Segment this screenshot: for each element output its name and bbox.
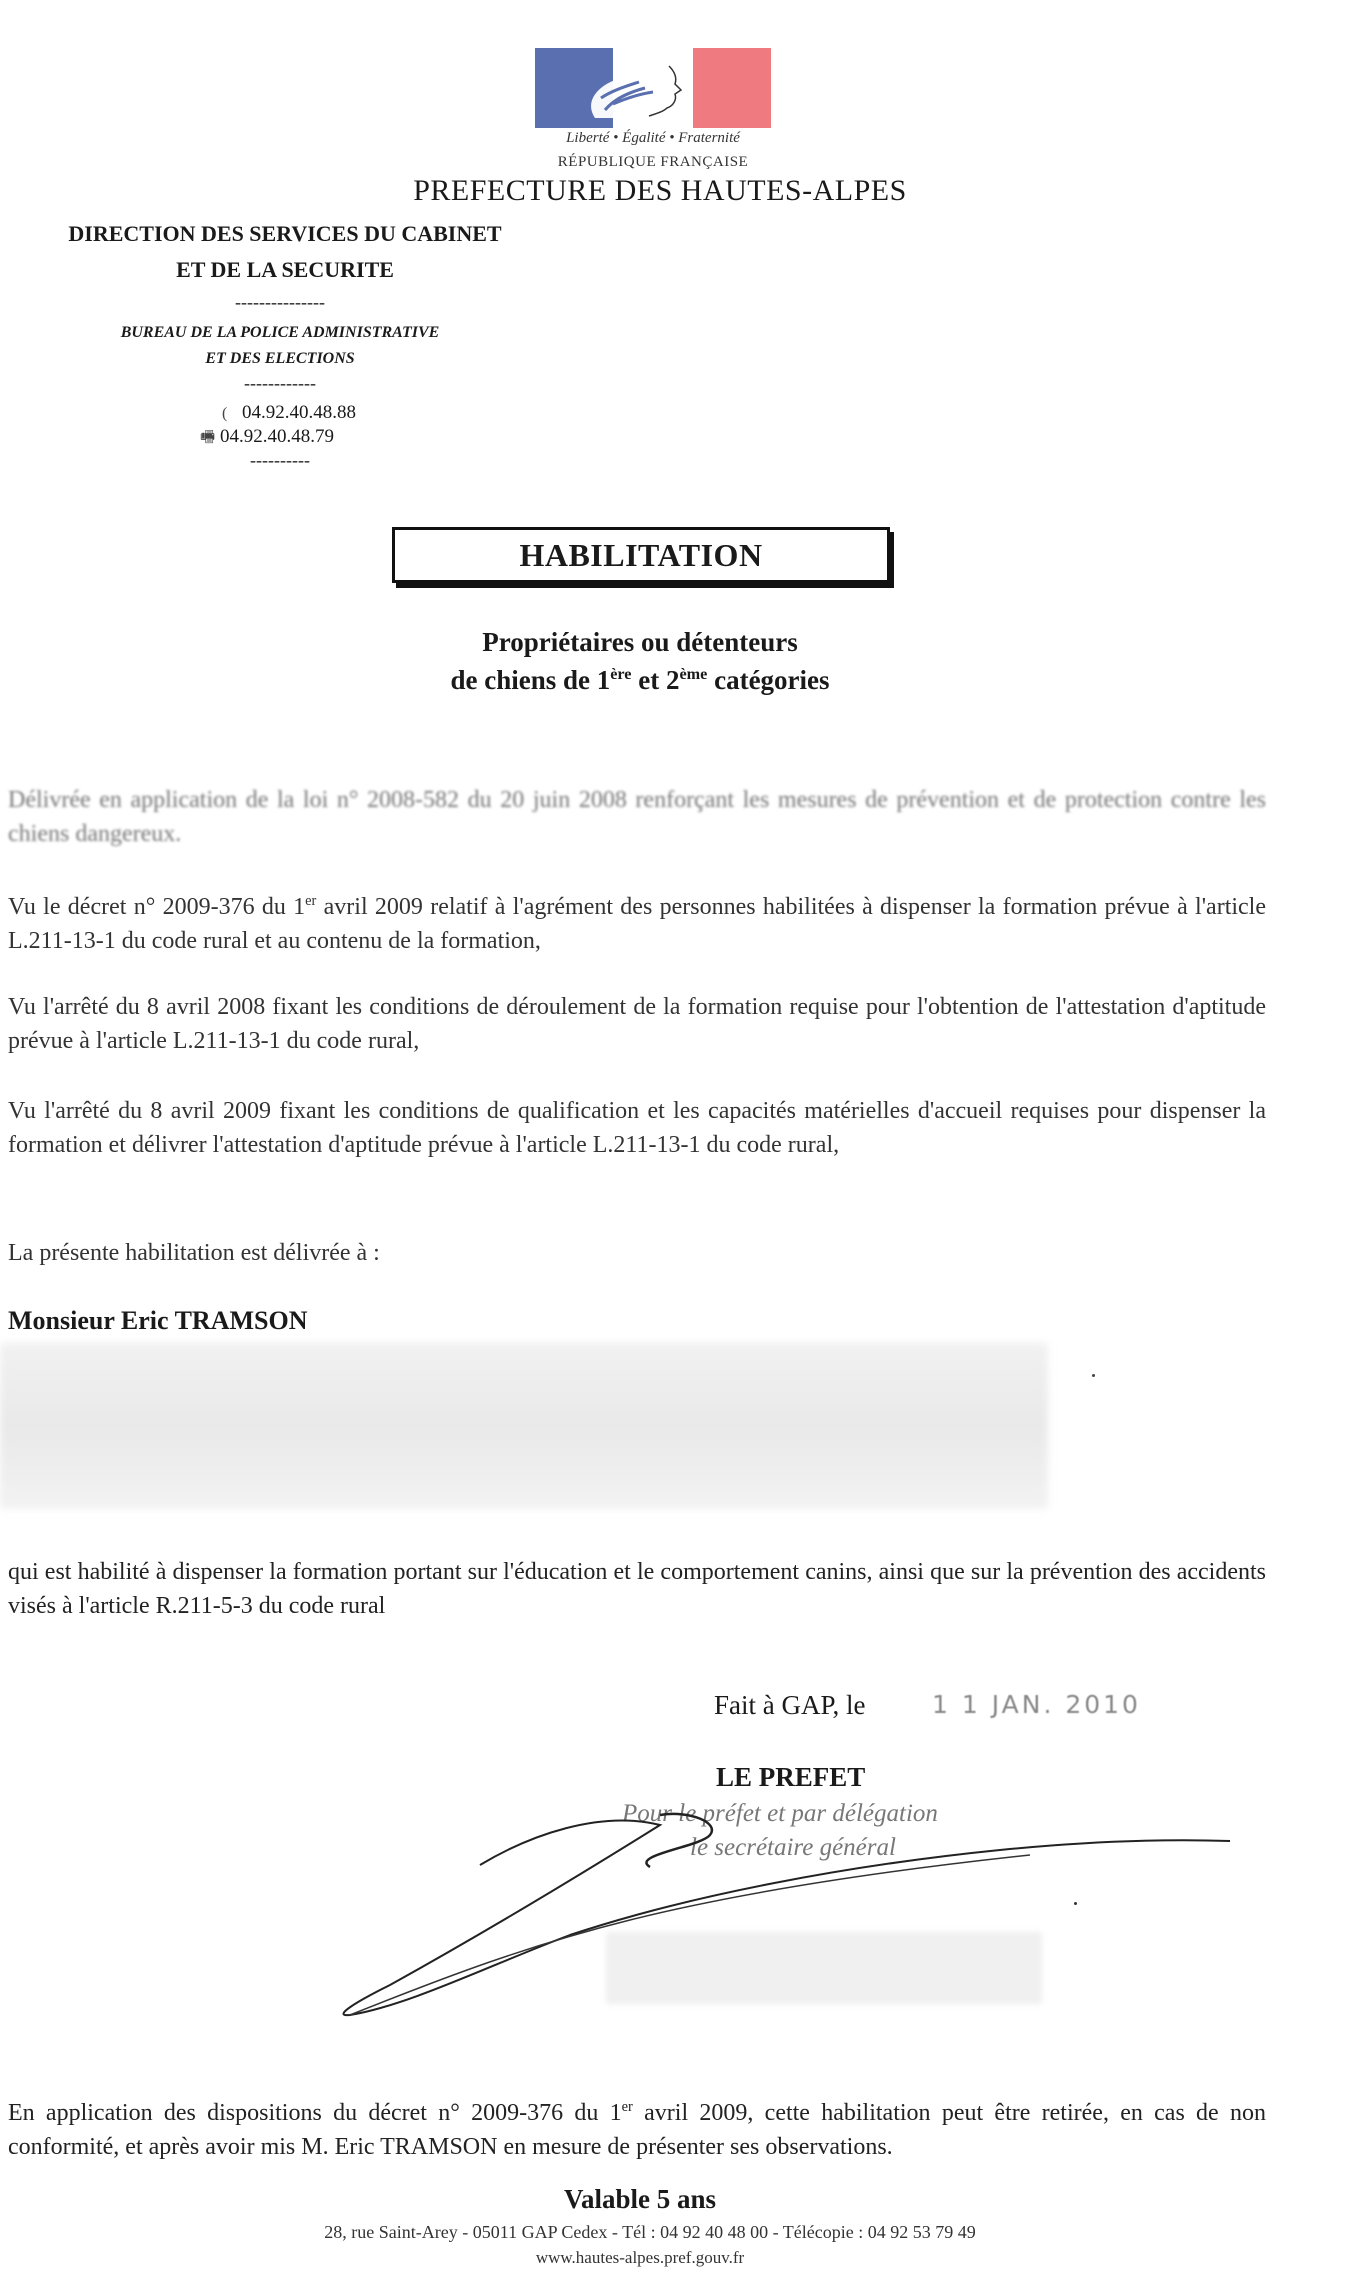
direction-line2: ET DE LA SECURITE: [176, 257, 394, 282]
phone-value: 04.92.40.48.88: [242, 402, 356, 423]
paragraph-decret: [8, 884, 1266, 958]
subtitle-text: de chiens de 1: [450, 665, 611, 695]
footer-address: 28, rue Saint-Arey - 05011 GAP Cedex - Tél : 04 92 40 48 00 - Télécopie : 04 92 53 79 49: [324, 2222, 976, 2242]
redacted-signatory: [606, 1932, 1042, 2004]
paragraph-arrete-2008: Vu l'arrêté du 8 avril 2008 fixant les conditions de déroulement de la formation requise pour l'obtention de l'attestation d'aptitude prévue à l'article L.211-13-1 du code rural,: [8, 994, 1266, 1054]
holder-name: Monsieur Eric TRAMSON: [8, 1306, 308, 1335]
speck: [1074, 1902, 1077, 1905]
subtitle-text: et 2: [631, 665, 680, 695]
fax-value: 04.92.40.48.79: [220, 426, 334, 447]
bureau-line2: ET DES ELECTIONS: [205, 350, 355, 367]
subtitle-line1: Propriétaires ou détenteurs: [482, 627, 798, 657]
speck: [1092, 1374, 1095, 1377]
delegation-stamp-line2: le secrétaire général: [690, 1834, 896, 1861]
document-title: HABILITATION: [519, 536, 763, 573]
superscript: er: [305, 893, 317, 909]
subtitle-line2: [300, 665, 980, 696]
paragraph-arrete-2009: Vu l'arrêté du 8 avril 2009 fixant les conditions de qualification et les capacités matérielles d'accueil requises pour dispenser la formation et délivrer l'attestation d'aptitude prévue à l'article L.211-13-1 du code rural,: [8, 1098, 1266, 1158]
fax-icon: 🖷: [200, 429, 216, 446]
marianne-logo: [535, 48, 771, 173]
marianne-profile-icon: [535, 48, 771, 128]
fait-a-label: Fait à GAP, le: [714, 1690, 866, 1720]
paragraph-text: En application des dispositions du décret n° 2009-376 du 1: [8, 2100, 622, 2126]
prefecture-title: PREFECTURE DES HAUTES-ALPES: [413, 174, 907, 207]
bureau-line1: BUREAU DE LA POLICE ADMINISTRATIVE: [120, 324, 440, 341]
phone-number: [222, 402, 356, 424]
paragraph-text: avril 2009, cette habilitation peut être retirée, en cas de non conformité, et après avoir mis M. Eric TRAMSON en mesure de présenter ses observations.: [8, 2100, 1266, 2160]
superscript: er: [621, 2099, 633, 2115]
republic-motto: Liberté • Égalité • Fraternité: [566, 130, 740, 146]
paragraph-delivree: La présente habilitation est délivrée à :: [8, 1240, 380, 1266]
paragraph-retrait: [8, 2090, 1266, 2164]
republique-francaise: RÉPUBLIQUE FRANÇAISE: [557, 154, 749, 170]
paragraph-loi: Délivrée en application de la loi n° 2008-582 du 20 juin 2008 renforçant les mesures de prévention et de protection contre les chiens dangereux.: [8, 787, 1266, 847]
footer-website: www.hautes-alpes.pref.gouv.fr: [535, 2248, 745, 2267]
subtitle-text: catégories: [707, 665, 830, 695]
paragraph-habilite: qui est habilité à dispenser la formation portant sur l'éducation et le comportement canins, ainsi que sur la prévention des accidents visés à l'article R.211-5-3 du code rural: [8, 1559, 1266, 1619]
document-title-box: [392, 527, 890, 583]
separator: ------------: [244, 373, 316, 393]
separator: ---------------: [235, 292, 325, 312]
phone-icon: (: [222, 405, 228, 422]
superscript: ère: [610, 665, 632, 683]
separator: ----------: [250, 450, 310, 470]
fax-number: [200, 426, 334, 453]
direction-line1: DIRECTION DES SERVICES DU CABINET: [68, 221, 502, 246]
paragraph-text: avril 2009 relatif à l'agrément des personnes habilitées à dispenser la formation prévue à l'article L.211-13-1 du code rural et au contenu de la formation,: [8, 894, 1267, 954]
redacted-address: [0, 1343, 1048, 1509]
delegation-stamp-line1: Pour le préfet et par délégation: [622, 1800, 938, 1827]
validity-label: Valable 5 ans: [563, 2184, 717, 2214]
date-stamp: 1 1 JAN. 2010: [932, 1690, 1141, 1719]
prefet-label: LE PREFET: [716, 1762, 866, 1792]
paragraph-text: Vu le décret n° 2009-376 du 1: [8, 894, 306, 920]
superscript: ème: [679, 665, 708, 683]
handwritten-signature: [330, 1795, 1240, 2045]
